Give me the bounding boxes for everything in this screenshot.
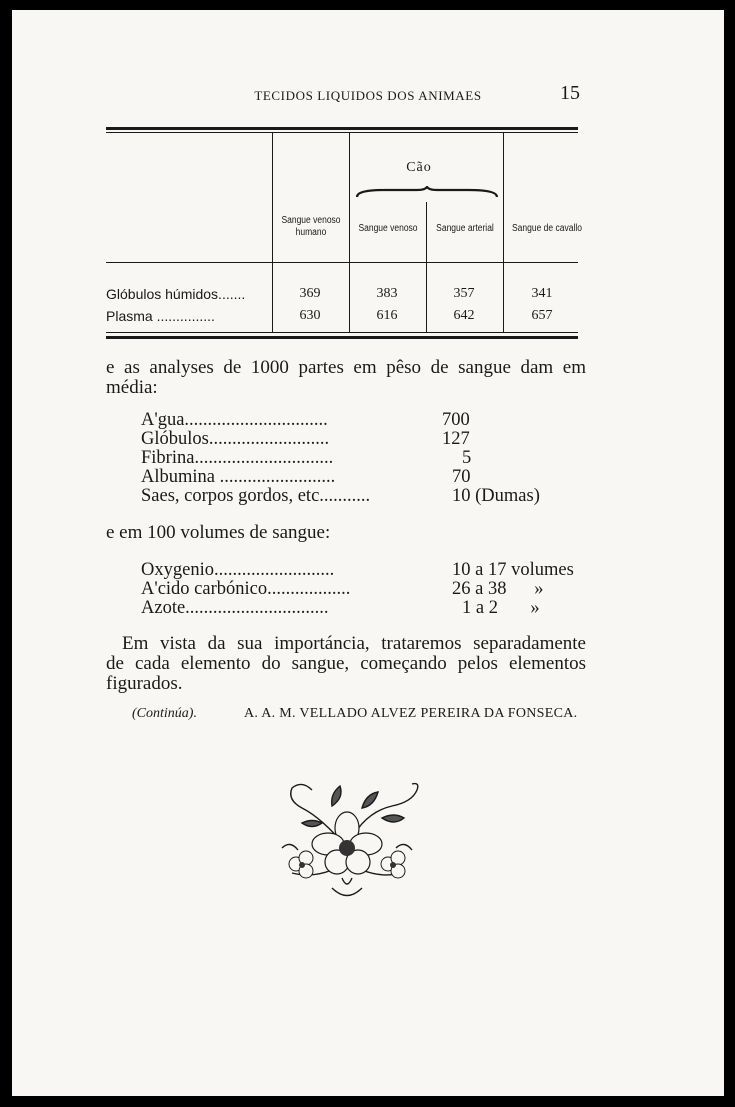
row-label: Plasma ............... bbox=[106, 308, 215, 324]
column-header: Sangue venoso bbox=[358, 223, 418, 234]
list-item-label: Glóbulos.......................... bbox=[141, 429, 330, 449]
table-cell: 369 bbox=[299, 286, 321, 301]
table-cell: 630 bbox=[299, 308, 321, 323]
list-item-label: Oxygenio.......................... bbox=[141, 560, 335, 580]
column-divider bbox=[503, 132, 504, 332]
table-top-rule bbox=[106, 127, 578, 130]
floral-ornament-icon bbox=[262, 778, 432, 908]
table-bottom-rule bbox=[106, 336, 578, 339]
table-header-rule bbox=[106, 262, 578, 263]
table-cell: 383 bbox=[376, 286, 398, 301]
table-cell: 341 bbox=[531, 286, 553, 301]
list-item-value: 10 (Dumas) bbox=[452, 486, 540, 506]
row-label: Glóbulos húmidos....... bbox=[106, 286, 246, 302]
list-item-label: A'gua............................... bbox=[141, 410, 328, 430]
list-item-label: Fibrina.............................. bbox=[141, 448, 334, 468]
list-item-label: Saes, corpos gordos, etc........... bbox=[141, 486, 371, 506]
continued-note: (Continúa). bbox=[132, 706, 197, 721]
table-cell: 657 bbox=[531, 308, 553, 323]
table-top-rule-thin bbox=[106, 132, 578, 133]
column-header: Sangue arterial bbox=[436, 223, 494, 234]
list-item-value: 127 bbox=[442, 429, 470, 449]
list-item-value: 700 bbox=[442, 410, 470, 430]
paragraph-line: e em 100 volumes de sangue: bbox=[106, 522, 331, 543]
list-item-value: 10 a 17 volumes bbox=[452, 560, 574, 580]
author-signature: A. A. M. VELLADO ALVEZ PEREIRA DA FONSECA. bbox=[244, 706, 578, 721]
table-cell: 357 bbox=[453, 286, 475, 301]
column-divider bbox=[272, 132, 273, 332]
list-item-label: Azote............................... bbox=[141, 598, 329, 618]
list-item-value: 70 bbox=[452, 467, 471, 487]
list-item-value: 1 a 2 » bbox=[462, 598, 540, 618]
running-title: TECIDOS LIQUIDOS DOS ANIMAES bbox=[254, 88, 482, 103]
page bbox=[12, 10, 724, 1096]
page-number: 15 bbox=[560, 82, 580, 104]
list-item-label: Albumina ......................... bbox=[141, 467, 336, 487]
table-cell: 616 bbox=[376, 308, 398, 323]
paragraph-line: figurados. bbox=[106, 673, 183, 694]
column-header: Sangue de cavallo bbox=[512, 223, 582, 234]
table-bottom-rule-thin bbox=[106, 332, 578, 333]
column-divider bbox=[349, 132, 350, 332]
paragraph-line: Em vista da sua importáncia, trataremos separadamente bbox=[122, 633, 586, 654]
list-item-value: 5 bbox=[462, 448, 472, 468]
column-header: Sangue venoso humano bbox=[281, 215, 341, 238]
list-item-label: A'cido carbónico.................. bbox=[141, 579, 351, 599]
list-item-value: 26 a 38 » bbox=[452, 579, 544, 599]
paragraph-line: e as analyses de 1000 partes em pêso de sangue dam em bbox=[106, 357, 586, 378]
paragraph-line: média: bbox=[106, 377, 158, 398]
table-cell: 642 bbox=[453, 308, 475, 323]
brace-icon bbox=[355, 186, 499, 200]
group-header: Cão bbox=[406, 160, 432, 175]
paragraph-line: de cada elemento do sangue, começando pelos elementos bbox=[106, 653, 586, 674]
column-divider bbox=[426, 202, 427, 332]
